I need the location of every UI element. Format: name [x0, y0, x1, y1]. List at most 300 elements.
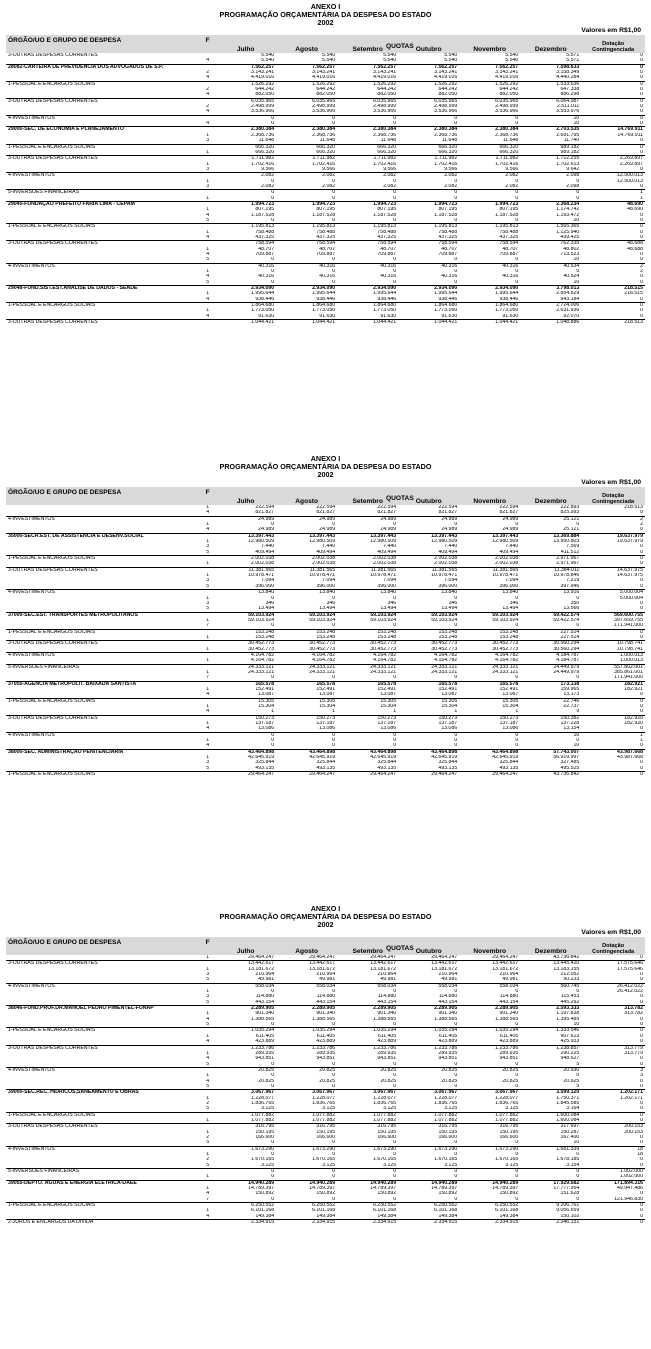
quota-cell: 149.384 — [316, 1213, 336, 1219]
quota-cell: 4.164.782 — [251, 658, 275, 664]
quota-cell: 0 — [515, 595, 519, 601]
quota-cell: 48.707 — [319, 246, 336, 252]
quotas-header: QUOTAS — [386, 43, 414, 50]
quota-cell: 0 — [576, 522, 580, 528]
quota-cell: 0 — [454, 195, 458, 201]
quota-cell: 4.164.782 — [251, 652, 275, 658]
quota-cell: 15.304 — [319, 704, 336, 710]
quota-cell: 0 — [332, 1152, 336, 1158]
row-label: 3-OUTRAS DESPESAS CORRENTES — [8, 640, 98, 647]
dotacao-cell: 1.000.013 — [619, 658, 643, 664]
column-header-month: Outubro — [415, 948, 442, 955]
quota-cell: 24.333.121 — [309, 664, 336, 670]
quota-cell: 2.346.131 — [556, 1219, 580, 1226]
quota-cell: 2.703.535 — [556, 126, 580, 133]
dotacao-cell: 43.987.668 — [617, 755, 643, 761]
row-source: 3 — [206, 166, 210, 172]
dotacao-cell: 0 — [640, 279, 643, 285]
dotacao-cell: 0 — [640, 1117, 643, 1123]
quota-cell: 316.795 — [316, 1123, 336, 1130]
quota-cell: 40.316 — [380, 263, 397, 269]
quota-cell: 59.103.924 — [248, 612, 275, 618]
quota-cell: 821.827 — [377, 510, 397, 516]
dotacao-cell: 0 — [640, 87, 643, 93]
quota-cell: 0 — [332, 1061, 336, 1067]
row-source: 7 — [206, 1196, 210, 1202]
column-header-dotacao: Dotação Contingenciada — [592, 943, 635, 955]
quota-cell: 11.381.565 — [248, 567, 275, 573]
dotacao-cell: 0 — [640, 229, 643, 235]
quota-cell: 2.002.038 — [312, 555, 336, 562]
quota-cell: 222.594 — [377, 505, 397, 510]
quota-cell: 0 — [271, 195, 275, 201]
quota-cell: 43.736.842 — [553, 955, 580, 960]
dotacao-cell: 1 — [640, 189, 643, 196]
quota-cell: 10.978.471 — [370, 573, 397, 579]
quota-cell: 0 — [332, 1196, 336, 1202]
quota-cell: 1.773.050 — [373, 308, 397, 314]
quota-cell: 1.600.084 — [556, 1112, 580, 1118]
quota-cell: 807.195 — [377, 207, 397, 213]
quota-cell: 0 — [576, 989, 580, 995]
quota-cell: 24.333.121 — [309, 669, 336, 675]
quota-cell: 2.082 — [505, 172, 519, 179]
quota-cell: 397.946 — [560, 583, 580, 589]
quota-cell: 152.491 — [377, 687, 397, 692]
quota-cell: 1.864.680 — [312, 302, 336, 309]
quota-cell: 0 — [454, 989, 458, 995]
quota-cell: 437.325 — [438, 235, 458, 240]
quota-cell: 137.187 — [438, 721, 458, 727]
quota-cell: 30.452.773 — [431, 646, 458, 652]
quota-cell: 152.491 — [255, 687, 275, 692]
annex-label: ANEXO I — [310, 904, 341, 913]
quota-cell: 2.971.967 — [556, 561, 580, 567]
quota-cell: 43.464.898 — [492, 749, 519, 755]
document-year: 2002 — [317, 920, 334, 929]
quota-cell: 0 — [271, 1174, 275, 1180]
quota-cell: 43.464.898 — [370, 749, 397, 755]
dotacao-cell: 48.690 — [627, 201, 643, 207]
quota-cell: 1.711.982 — [434, 155, 458, 162]
quota-cell: 1.187.528 — [434, 212, 458, 218]
dotacao-cell: 0 — [640, 1106, 643, 1112]
quota-cell: 24.333.121 — [248, 664, 275, 670]
quota-cell: 495.525 — [560, 765, 580, 771]
quota-cell: 289.935 — [438, 1050, 458, 1056]
quota-cell: 1.678.185 — [556, 1157, 580, 1163]
dotacao-cell: 0 — [640, 561, 643, 567]
quota-cell: 0 — [515, 195, 519, 201]
quota-cell: 13.181.672 — [309, 966, 336, 972]
dotacao-cell: 19.637.979 — [617, 539, 643, 545]
row-source: 1 — [206, 573, 210, 579]
quota-cell: 3.067.967 — [495, 1089, 519, 1096]
quota-cell: 10 — [573, 1140, 580, 1146]
quota-cell: 647.338 — [560, 87, 580, 93]
quota-cell: 49.981 — [319, 977, 336, 983]
quota-cell: 165.578 — [499, 681, 519, 687]
row-source: 4 — [206, 92, 210, 98]
quota-cell: 289.935 — [499, 1050, 519, 1056]
quota-cell: 13.087 — [319, 692, 336, 698]
quota-cell: 11.381.565 — [370, 567, 397, 573]
quota-cell: 4.419.016 — [373, 75, 397, 81]
quota-cell: 13.181.672 — [248, 966, 275, 972]
quota-cell: 1.670.165 — [373, 1157, 397, 1163]
row-source: 5 — [206, 1140, 210, 1146]
quota-cell: 1.077.882 — [373, 1112, 397, 1118]
quota-cell: 42.645.919 — [309, 755, 336, 761]
row-label: 37000-SEC.EST. TRANSPORTES METROPOLITANOS — [8, 612, 138, 618]
quota-cell: 1.773.050 — [434, 308, 458, 314]
dotacao-cell: 18 — [637, 1146, 643, 1152]
dotacao-cell: 26.412.022 — [617, 989, 643, 995]
quota-cell: 11.381.565 — [309, 567, 336, 573]
quota-cell: 0 — [271, 675, 275, 681]
quota-cell: 445.292 — [560, 999, 580, 1005]
quota-cell: 6.035.965 — [434, 98, 458, 104]
quota-cell: 2.934.090 — [373, 285, 397, 292]
quota-cell: 0 — [576, 1168, 580, 1175]
quota-cell: 5.540 — [261, 58, 275, 64]
quota-cell: 1 — [332, 709, 336, 715]
quota-cell: 6.035.965 — [495, 98, 519, 104]
quota-cell: 30.560.294 — [553, 646, 580, 652]
quota-cell: 2.082 — [383, 183, 397, 189]
quota-cell: 346 — [265, 600, 275, 606]
quota-cell: 709.887 — [316, 252, 336, 258]
quota-cell: 2.380.384 — [373, 126, 397, 133]
quota-cell: 165.578 — [438, 681, 458, 687]
quota-cell: 1.035.294 — [251, 1027, 275, 1034]
quota-cell: 40.316 — [441, 263, 458, 269]
quota-cell: 15.304 — [441, 704, 458, 710]
row-source: 4 — [206, 1078, 210, 1084]
quota-cell: 758.594 — [255, 240, 275, 247]
quota-cell: 24.333.121 — [370, 664, 397, 670]
quota-cell: 13.087 — [380, 692, 397, 698]
quota-cell: 4.164.782 — [373, 652, 397, 658]
quota-cell: 150.273 — [316, 715, 336, 721]
quota-cell: 443.154 — [255, 999, 275, 1005]
quota-cell: 0 — [576, 1073, 580, 1079]
row-source: 4 — [206, 1016, 210, 1022]
quota-cell: 2.002.038 — [251, 555, 275, 562]
quota-cell: 1.035.294 — [312, 1027, 336, 1034]
quota-cell: 2.593.333 — [556, 1005, 580, 1012]
quota-cell: 0 — [271, 121, 275, 127]
row-source: 5 — [206, 1162, 210, 1168]
quota-cell: 0 — [393, 1022, 397, 1028]
row-label: 4-INVESTIMENTOS — [8, 263, 55, 269]
quota-cell: 0 — [332, 732, 336, 738]
quota-cell: 3.536.966 — [373, 109, 397, 115]
quota-cell: 40.534 — [563, 263, 580, 269]
row-source: 4 — [206, 709, 210, 715]
quota-cell: 9.642 — [566, 166, 580, 172]
quota-cell: 1.077.882 — [495, 1117, 519, 1123]
quota-cell: 149.384 — [499, 1213, 519, 1219]
quota-cell: 159.965 — [560, 687, 580, 692]
dotacao-cell: 0 — [640, 1022, 643, 1028]
dotacao-cell: 0 — [640, 634, 643, 640]
quota-cell: 24.989 — [319, 527, 336, 533]
row-label: 1-PESSOAL E ENCARGOS SOCIAIS — [8, 698, 96, 704]
row-source: 1 — [206, 617, 210, 623]
quota-cell: 2.934.090 — [434, 285, 458, 292]
quota-cell: 709.887 — [499, 252, 519, 258]
quota-cell: 1.035.294 — [373, 1027, 397, 1034]
quota-cell: 3.536.966 — [495, 109, 519, 115]
quota-cell: 20.825 — [502, 1078, 519, 1084]
quota-cell: 15.304 — [380, 704, 397, 710]
quota-cell: 3.125 — [383, 1162, 397, 1168]
row-label: 1-PESSOAL E ENCARGOS SOCIAIS — [8, 81, 96, 87]
quota-cell: 0 — [332, 1073, 336, 1079]
quota-cell: 3.125 — [444, 1106, 458, 1112]
quota-cell: 1.228.077 — [434, 1095, 458, 1101]
quota-cell: 30.452.773 — [492, 640, 519, 647]
quota-cell: 0 — [271, 1196, 275, 1202]
dotacao-cell: 48.690 — [627, 207, 643, 213]
quota-cell: 12.980.509 — [309, 539, 336, 545]
quota-cell: 0 — [393, 189, 397, 196]
quota-cell: 13.087 — [258, 692, 275, 698]
dotacao-cell: 17.575.646 — [617, 966, 643, 972]
quota-cell: 0 — [454, 121, 458, 127]
quota-cell: 2.498.999 — [495, 104, 519, 110]
row-source: 4 — [206, 1191, 210, 1197]
dotacao-cell: 0 — [640, 274, 643, 280]
quota-cell: 1.864.680 — [251, 302, 275, 309]
quota-cell: 882.050 — [438, 92, 458, 98]
dotacao-cell: 0 — [640, 726, 643, 732]
dotacao-cell: 14.637.975 — [617, 573, 643, 579]
quota-cell: 325.844 — [377, 760, 397, 766]
quota-cell: 1.711.982 — [312, 155, 336, 162]
quota-cell: 1.233.786 — [251, 1045, 275, 1051]
quota-cell: 1.526.292 — [251, 81, 275, 87]
quota-cell: 560.745 — [560, 983, 580, 989]
quota-cell: 0 — [332, 257, 336, 263]
quota-cell: 1.044.421 — [312, 319, 336, 326]
quota-cell: 3.125 — [261, 1162, 275, 1168]
dotacao-cell: 14.769.911 — [617, 126, 643, 133]
row-source: 4 — [206, 274, 210, 280]
quota-cell: 0 — [576, 189, 580, 196]
quota-cell: 2.289.905 — [373, 1005, 397, 1012]
dotacao-cell: 10.798.741 — [617, 646, 643, 652]
quota-cell: 7.562.257 — [251, 64, 275, 70]
quota-cell: 115.453 — [560, 994, 580, 1000]
dotacao-cell: 12.500.013 — [617, 178, 643, 184]
quota-cell: 2.368.736 — [373, 132, 397, 138]
quota-cell: 1.711.982 — [251, 155, 275, 162]
dotacao-cell: 0 — [640, 149, 643, 155]
row-source: 3 — [206, 578, 210, 584]
quota-cell: 0 — [515, 675, 519, 681]
quota-cell: 1.711.982 — [495, 155, 519, 162]
quota-cell: 2.368.736 — [495, 132, 519, 138]
quota-cell: 0 — [515, 623, 519, 629]
quota-cell: 13.445.420 — [553, 960, 580, 967]
quota-cell: 13.397.443 — [492, 533, 519, 539]
quota-cell: 210.964 — [438, 972, 458, 978]
quota-cell: 0 — [332, 595, 336, 601]
quota-cell: 1.836.765 — [434, 1100, 458, 1106]
dotacao-cell: 12.500.013 — [617, 172, 643, 179]
quota-cell: 150.195 — [377, 1129, 397, 1135]
quota-cell: 1.197.838 — [556, 1011, 580, 1017]
quota-cell: 901.340 — [438, 1011, 458, 1017]
quota-cell: 152.491 — [499, 687, 519, 692]
quota-cell: 0 — [332, 989, 336, 995]
row-source: 2 — [206, 1135, 210, 1140]
quota-cell: 5.540 — [444, 53, 458, 58]
row-source: 1 — [206, 1174, 210, 1180]
quota-cell: 7.440 — [444, 544, 458, 550]
quota-cell: 5.571 — [566, 58, 580, 64]
quota-cell: 57.743.007 — [553, 749, 580, 755]
quota-cell: 2.380.384 — [495, 126, 519, 133]
row-source: 7 — [206, 623, 210, 629]
quota-cell: 3.143.241 — [434, 70, 458, 76]
quota-cell: 150.195 — [438, 1129, 458, 1135]
dotacao-cell: 0 — [640, 144, 643, 150]
quota-cell: 29.464.247 — [248, 771, 275, 778]
quota-cell: 3.536.966 — [312, 109, 336, 115]
quota-cell: 10.978.471 — [309, 573, 336, 579]
row-source: 1 — [206, 721, 210, 727]
dotacao-cell: 49.947.486 — [617, 1186, 643, 1192]
quota-cell: 153.248 — [316, 629, 336, 635]
table-header — [6, 35, 645, 53]
column-header-org: ÓRGÃO/UO E GRUPO DE DESPESA — [8, 489, 122, 496]
quota-cell: 13.087 — [502, 692, 519, 698]
quota-cell: 882.050 — [316, 92, 336, 98]
quota-cell: 222.594 — [438, 505, 458, 510]
quota-cell: 758.594 — [438, 240, 458, 247]
quota-cell: 10 — [573, 279, 580, 285]
quota-cell: 0 — [332, 522, 336, 528]
quota-cell: 20.825 — [380, 1067, 397, 1073]
dotacao-cell: 19.637.979 — [617, 533, 643, 539]
row-source: 1 — [206, 539, 210, 545]
quota-cell: 0 — [515, 1174, 519, 1180]
quota-cell: 2.082 — [261, 172, 275, 179]
document-title: PROGRAMAÇÃO ORÇAMENTÁRIA DA DESPESA DO ESTADO — [219, 10, 432, 19]
quota-cell: 0 — [454, 522, 458, 528]
quota-cell: 1.673.290 — [251, 1146, 275, 1152]
dotacao-cell: 313.779 — [624, 1045, 643, 1051]
quota-cell: 0 — [332, 121, 336, 127]
quota-cell: 2.498.999 — [251, 104, 275, 110]
quota-cell: 2.368.736 — [434, 132, 458, 138]
quota-cell: 325.844 — [316, 760, 336, 766]
dotacao-cell: 48.688 — [627, 246, 643, 252]
quota-cell: 0 — [515, 178, 519, 184]
quota-cell: 4.164.782 — [434, 658, 458, 664]
quota-cell: 3.125 — [383, 1106, 397, 1112]
quota-cell: 1.526.292 — [434, 81, 458, 87]
row-source: 1 — [206, 989, 210, 995]
quota-cell: 13.442.617 — [431, 960, 458, 967]
column-header-month: Julho — [236, 46, 255, 53]
quota-cell: 1.845.585 — [556, 1100, 580, 1106]
row-source: 5 — [206, 977, 210, 983]
quota-cell: 943.851 — [377, 1056, 397, 1062]
dotacao-cell: 0 — [640, 972, 643, 978]
quota-cell: 0 — [515, 738, 519, 744]
quota-cell: 709.887 — [255, 252, 275, 258]
quota-cell: 821.827 — [499, 510, 519, 516]
quota-cell: 1.526.292 — [373, 81, 397, 87]
dotacao-cell: 397.659.755 — [614, 617, 643, 623]
row-label: 3-OUTRAS DESPESAS CORRENTES — [8, 155, 98, 162]
quota-cell: 882.050 — [499, 92, 519, 98]
column-header-month: Setembro — [352, 498, 383, 505]
dotacao-cell: 2 — [640, 269, 643, 275]
quota-cell: 210.964 — [499, 972, 519, 978]
row-label: 1-PESSOAL E ENCARGOS SOCIAIS — [8, 144, 96, 150]
quota-cell: 153.248 — [499, 629, 519, 635]
quota-cell: 0 — [393, 738, 397, 744]
quota-cell: 2.334.915 — [312, 1219, 336, 1226]
quota-cell: 40.316 — [441, 274, 458, 280]
quota-cell: 24.333.121 — [431, 664, 458, 670]
row-source: 2 — [206, 1100, 210, 1106]
dotacao-cell: 0 — [640, 1027, 643, 1034]
document-title: PROGRAMAÇÃO ORÇAMENTÁRIA DA DESPESA DO ESTADO — [219, 912, 432, 921]
quota-cell: 425.933 — [560, 1039, 580, 1045]
quota-cell: 49.981 — [502, 977, 519, 983]
dotacao-cell: 0 — [640, 235, 643, 240]
dotacao-cell: 313.782 — [624, 1005, 643, 1012]
row-source: 1 — [206, 669, 210, 675]
quota-cell: 24.989 — [380, 527, 397, 533]
dotacao-cell: 218.515 — [624, 285, 643, 292]
dotacao-cell: 218.513 — [624, 505, 643, 510]
quota-cell: 3.536.966 — [434, 109, 458, 115]
quota-cell: 0 — [454, 189, 458, 196]
quota-cell: 5 — [576, 1061, 580, 1067]
quota-cell: 437.325 — [316, 235, 336, 240]
quota-cell: 91.630 — [258, 313, 275, 319]
quota-cell: 0 — [576, 623, 580, 629]
dotacao-cell: 0 — [640, 1202, 643, 1209]
quota-cell: 2.002.038 — [373, 561, 397, 567]
quota-cell: 0 — [271, 595, 275, 601]
row-source: 3 — [206, 138, 210, 144]
quota-cell: 1.712.255 — [556, 155, 580, 162]
quota-cell: 644.242 — [316, 87, 336, 93]
annex-label: ANEXO I — [310, 454, 341, 463]
dotacao-cell: 0 — [640, 302, 643, 309]
dotacao-cell: 1.000.013 — [619, 652, 643, 658]
quota-cell: 13.086 — [380, 726, 397, 732]
quota-cell: 5.540 — [322, 58, 336, 64]
quota-cell: 10.978.471 — [431, 573, 458, 579]
dotacao-cell: 0 — [640, 1157, 643, 1163]
quota-cell: 166.600 — [255, 1135, 275, 1140]
quota-cell: 1.526.292 — [495, 81, 519, 87]
quota-cell: 0 — [515, 189, 519, 196]
row-source — [200, 1220, 215, 1226]
quota-cell: 24.449.979 — [553, 669, 580, 675]
quota-cell: 0 — [576, 595, 580, 601]
quota-cell: 13.173 — [563, 692, 580, 698]
